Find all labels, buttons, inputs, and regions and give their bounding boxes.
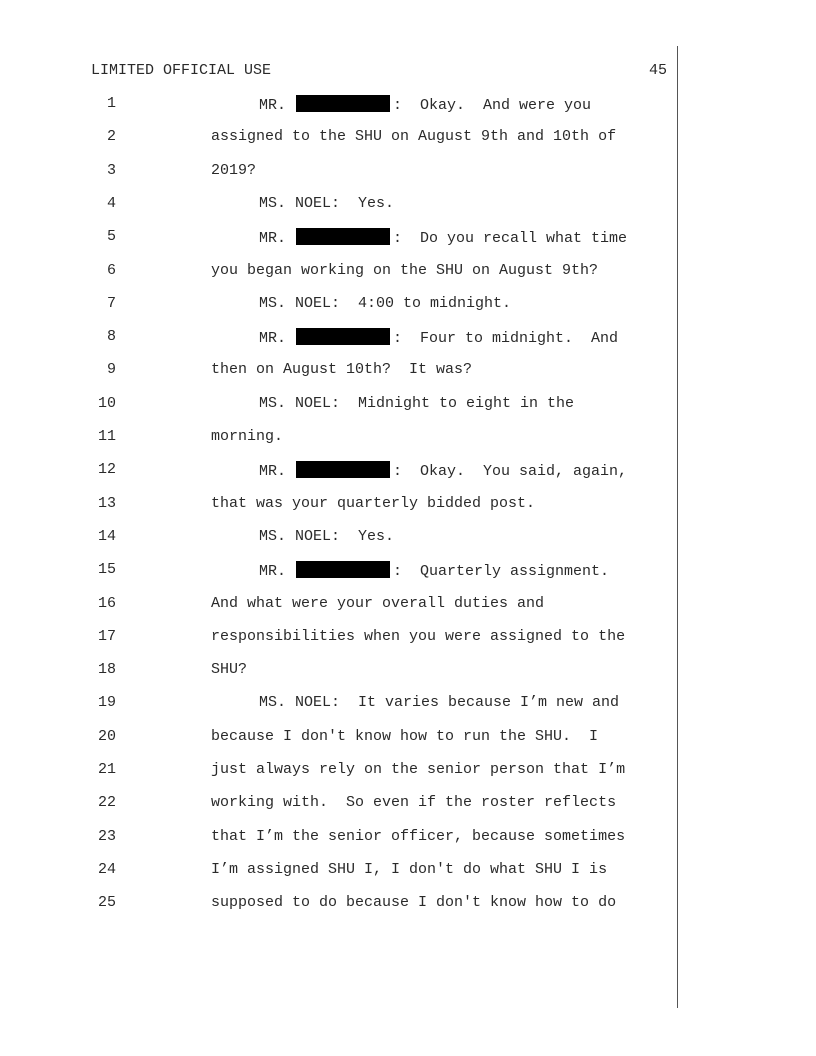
- line-text: [259, 561, 609, 580]
- line-text: [211, 894, 616, 911]
- line-content: responsibilities when you were assigned to the: [211, 627, 626, 645]
- transcript-line: [0, 694, 677, 714]
- transcript-line: [0, 295, 677, 315]
- line-text: [211, 728, 598, 745]
- transcript-line: [0, 395, 677, 415]
- transcript-line: [0, 561, 677, 581]
- line-content: : Okay. You said, again,: [393, 463, 628, 481]
- transcript-line: [0, 461, 677, 481]
- line-text: [259, 328, 618, 347]
- line-content: : Okay. And were you: [393, 97, 592, 114]
- line-content: MS. NOEL: It varies because I’m new and: [259, 694, 620, 712]
- line-text: [211, 595, 544, 612]
- transcript-line: [0, 894, 677, 914]
- line-content: : Four to midnight. And: [393, 330, 619, 348]
- line-content: that was your quarterly bidded post.: [211, 494, 536, 512]
- line-number: 22: [97, 794, 116, 812]
- transcript-line: [0, 262, 677, 282]
- line-number: 12: [97, 461, 116, 479]
- line-number: 4: [106, 194, 116, 212]
- transcript-line: [0, 128, 677, 148]
- redaction-box: [296, 95, 390, 112]
- line-text: [259, 228, 627, 247]
- line-content: then on August 10th? It was?: [211, 361, 473, 379]
- line-content: supposed to do because I don't know how to do: [211, 894, 617, 912]
- speaker-prefix: MR.: [259, 463, 287, 481]
- line-number: 13: [97, 494, 116, 512]
- line-content: just always rely on the senior person that I’m: [211, 761, 626, 778]
- line-number: 18: [97, 661, 116, 679]
- line-content: MS. NOEL: Midnight to eight in the: [259, 394, 575, 412]
- line-text: [211, 428, 283, 445]
- transcript-line: [0, 861, 677, 881]
- line-text: [211, 828, 625, 845]
- transcript-line: [0, 328, 677, 348]
- redaction-box: [296, 328, 390, 345]
- transcript-line: [0, 794, 677, 814]
- line-content: morning.: [211, 428, 284, 445]
- line-content: And what were your overall duties and: [211, 594, 545, 612]
- line-content: I’m assigned SHU I, I don't do what SHU I is: [211, 860, 608, 878]
- line-content: you began working on the SHU on August 9th?: [211, 261, 599, 279]
- line-text: [211, 162, 256, 179]
- line-number: 9: [106, 361, 116, 379]
- line-content: : Quarterly assignment.: [393, 563, 610, 581]
- line-number: 6: [106, 261, 116, 279]
- line-content: MS. NOEL: Yes.: [259, 194, 395, 212]
- transcript-line: [0, 162, 677, 182]
- line-number: 8: [106, 328, 116, 346]
- line-text: [259, 195, 394, 212]
- page-number: 45: [648, 62, 667, 79]
- line-text: [211, 128, 616, 145]
- line-content: that I’m the senior officer, because sometimes: [211, 827, 626, 845]
- transcript-line: [0, 528, 677, 548]
- line-number: 14: [97, 527, 116, 545]
- line-number: 21: [97, 761, 116, 778]
- line-content: working with. So even if the roster reflects: [211, 794, 617, 812]
- transcript-line: [0, 228, 677, 248]
- transcript-line: [0, 428, 677, 448]
- redaction-box: [296, 228, 390, 245]
- line-number: 3: [106, 161, 116, 179]
- line-content: SHU?: [211, 661, 248, 679]
- speaker-prefix: MR.: [259, 230, 287, 248]
- line-text: [259, 694, 619, 711]
- transcript-line: [0, 95, 677, 115]
- line-content: MS. NOEL: 4:00 to midnight.: [259, 294, 512, 312]
- line-text: [211, 495, 535, 512]
- line-text: [259, 295, 511, 312]
- line-text: [211, 262, 598, 279]
- speaker-prefix: MR.: [259, 330, 287, 348]
- line-number: 19: [97, 694, 116, 712]
- line-text: [259, 528, 394, 545]
- line-number: 5: [106, 228, 116, 246]
- line-number: 2: [106, 128, 116, 146]
- line-number: 11: [97, 428, 116, 445]
- line-content: because I don't know how to run the SHU. I: [211, 727, 599, 745]
- line-text: [259, 395, 574, 412]
- classification-header: LIMITED OFFICIAL USE: [91, 62, 272, 79]
- redaction-box: [296, 461, 390, 478]
- line-text: [211, 661, 247, 678]
- line-text: [259, 461, 627, 480]
- line-content: assigned to the SHU on August 9th and 10th of: [211, 128, 617, 146]
- line-content: 2019?: [211, 161, 257, 179]
- right-margin-rule: [677, 46, 678, 1008]
- line-text: [211, 794, 616, 811]
- speaker-prefix: MR.: [259, 97, 287, 114]
- line-text: [259, 95, 591, 114]
- speaker-prefix: MR.: [259, 563, 287, 581]
- line-content: MS. NOEL: Yes.: [259, 527, 395, 545]
- line-number: 7: [106, 294, 116, 312]
- line-number: 20: [97, 727, 116, 745]
- line-content: : Do you recall what time: [393, 230, 628, 248]
- line-number: 17: [97, 627, 116, 645]
- transcript-line: [0, 661, 677, 681]
- line-text: [211, 361, 472, 378]
- line-number: 23: [97, 827, 116, 845]
- transcript-line: [0, 728, 677, 748]
- line-number: 15: [97, 561, 116, 579]
- transcript-line: [0, 628, 677, 648]
- line-number: 1: [106, 95, 116, 112]
- transcript-line: [0, 761, 677, 781]
- transcript-line: [0, 495, 677, 515]
- redaction-box: [296, 561, 390, 578]
- line-number: 25: [97, 894, 116, 912]
- line-number: 16: [97, 594, 116, 612]
- line-text: [211, 628, 625, 645]
- transcript-line: [0, 195, 677, 215]
- line-text: [211, 861, 607, 878]
- line-text: [211, 761, 625, 778]
- line-number: 10: [97, 394, 116, 412]
- transcript-line: [0, 828, 677, 848]
- line-number: 24: [97, 860, 116, 878]
- transcript-line: [0, 595, 677, 615]
- transcript-line: [0, 361, 677, 381]
